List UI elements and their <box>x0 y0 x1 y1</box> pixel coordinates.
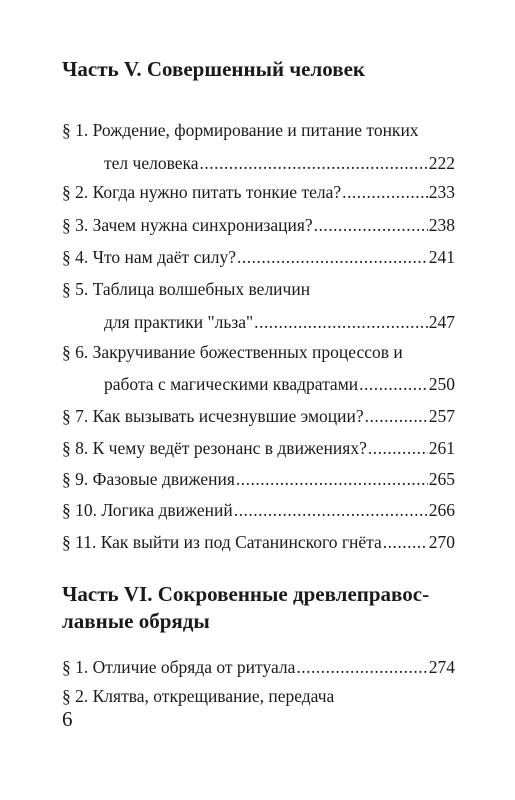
toc-entry[interactable] <box>62 246 455 268</box>
toc-page-number: 233 <box>428 182 455 202</box>
toc-page-number: 270 <box>428 532 455 552</box>
dot-leader <box>237 246 428 268</box>
toc-page-number: 241 <box>428 247 455 267</box>
toc-entry[interactable] <box>62 531 455 553</box>
dot-leader <box>359 373 428 395</box>
dot-leader <box>200 152 428 174</box>
page-number: 6 <box>62 707 73 731</box>
dot-leader <box>365 405 428 427</box>
toc-entry-text: для практики "льза" <box>104 312 254 332</box>
toc-entry-text: § 8. К чему ведёт резонанс в движениях? <box>62 438 367 458</box>
toc-page-number: 238 <box>428 215 455 235</box>
toc-entry-text: работа с магическими квадратами <box>104 374 359 394</box>
toc-entry-text: § 4. Что нам даёт силу? <box>62 247 236 267</box>
toc-entry-text: § 9. Фазовые движения <box>62 469 235 489</box>
toc-entry[interactable] <box>62 468 455 490</box>
toc-page-number: 274 <box>428 657 455 677</box>
toc-entry[interactable] <box>62 181 455 203</box>
toc-page-number: 222 <box>428 153 455 173</box>
toc-entry-text: § 3. Зачем нужна синхронизация? <box>62 215 313 235</box>
dot-leader <box>342 181 428 203</box>
toc-entry-text: § 2. Клятва, открещивание, передача <box>62 686 335 706</box>
toc-page-number: 257 <box>428 406 455 426</box>
toc-entry[interactable] <box>62 341 403 363</box>
toc-entry-text: § 2. Когда нужно питать тонкие тела? <box>62 182 342 202</box>
toc-entry[interactable] <box>62 656 455 678</box>
dot-leader <box>296 656 427 678</box>
toc-page-number: 265 <box>428 469 455 489</box>
dot-leader <box>236 468 428 490</box>
part-6-title-line1: Часть VI. Сокровенные древлеправос- <box>62 582 430 606</box>
toc-entry-line1: § 5. Таблица волшебных величин <box>62 279 311 299</box>
dot-leader <box>314 214 428 236</box>
dot-leader <box>234 499 428 521</box>
toc-entry[interactable] <box>62 119 419 141</box>
toc-entry[interactable] <box>62 214 455 236</box>
toc-page-number: 266 <box>428 500 455 520</box>
toc-entry-line1: § 1. Рождение, формирование и питание тонких <box>62 120 419 140</box>
dot-leader <box>254 311 428 333</box>
toc-entry-line1: § 6. Закручивание божественных процессов и <box>62 342 403 362</box>
toc-entry-continuation[interactable] <box>104 311 455 333</box>
toc-entry-text: § 1. Отличие обряда от ритуала <box>62 657 296 677</box>
toc-page-number: 261 <box>428 438 455 458</box>
toc-entry-text: тел человека <box>104 153 199 173</box>
toc-entry-continuation[interactable] <box>104 152 455 174</box>
toc-page-number: 247 <box>428 312 455 332</box>
dot-leader <box>383 531 428 553</box>
toc-entry-text: § 11. Как выйти из под Сатанинского гнёта <box>62 532 382 552</box>
toc-entry[interactable] <box>62 278 310 300</box>
toc-page-number: 250 <box>428 374 455 394</box>
toc-entry[interactable] <box>62 405 455 427</box>
toc-entry-text: § 10. Логика движений <box>62 500 233 520</box>
toc-entry-continuation[interactable] <box>104 373 455 395</box>
dot-leader <box>368 437 428 459</box>
toc-entry-text: § 7. Как вызывать исчезнувшие эмоции? <box>62 406 364 426</box>
toc-entry[interactable] <box>62 499 455 521</box>
toc-entry[interactable] <box>62 437 455 459</box>
part-6-title-line2: лавные обряды <box>62 609 210 633</box>
part-5-title: Часть V. Совершенный человек <box>62 57 366 81</box>
toc-entry[interactable] <box>62 685 334 707</box>
